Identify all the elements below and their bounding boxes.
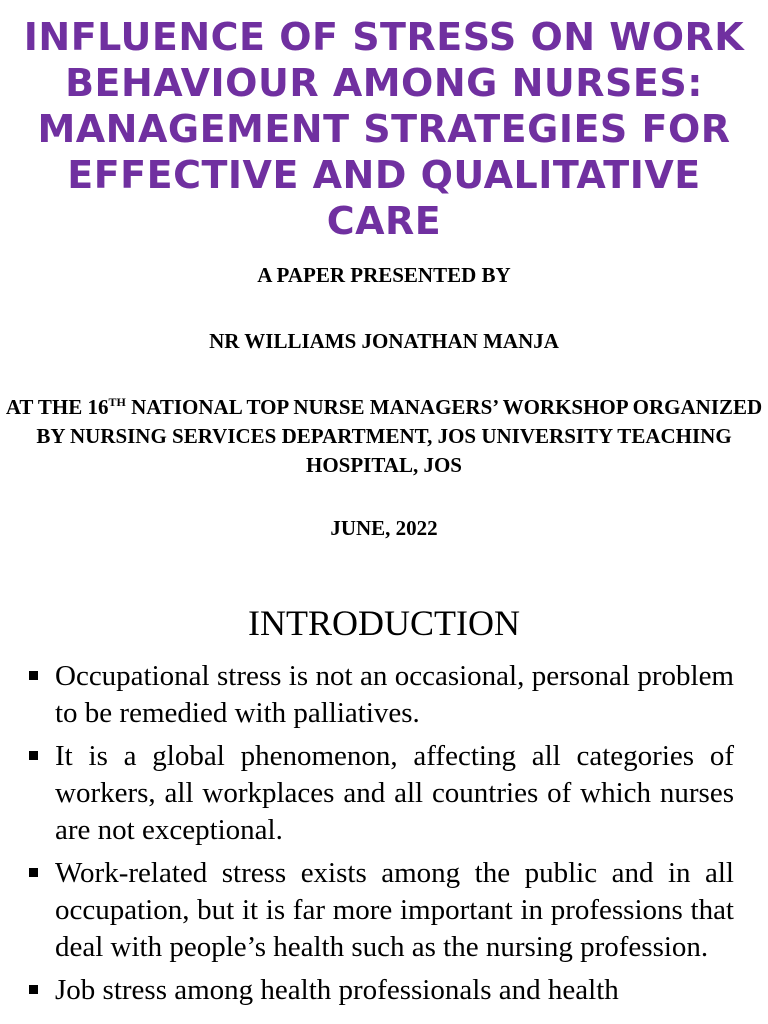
bullet-text: Work-related stress exists among the public and in all occupation, but it is far more important in professions that deal with people’s health such as the nursing profession. (55, 857, 734, 963)
paper-title: INFLUENCE OF STRESS ON WORK BEHAVIOUR AMONG NURSES: MANAGEMENT STRATEGIES FOR EFFECTIVE AND QUALITATIVE CARE (23, 15, 745, 243)
bullet-item (0, 738, 768, 849)
bullet-text: Job stress among health professionals and health (55, 974, 619, 1006)
square-bullet-icon (29, 671, 38, 680)
venue-prefix: AT THE 16 (5, 395, 109, 419)
introduction-heading: INTRODUCTION (248, 603, 520, 643)
venue-rest: NATIONAL TOP NURSE MANAGERS’ WORKSHOP ORGANIZED BY NURSING SERVICES DEPARTMENT, JOS UNIVERSITY TEACHING HOSPITAL, JOS (36, 395, 763, 477)
square-bullet-icon (29, 868, 38, 877)
square-bullet-icon (29, 985, 38, 994)
venue-text (0, 393, 768, 480)
author-name: NR WILLIAMS JONATHAN MANJA (209, 329, 559, 353)
venue-ordinal-suffix: TH (108, 395, 126, 409)
bullet-item (0, 855, 768, 966)
presented-by-line: A PAPER PRESENTED BY (257, 263, 511, 287)
introduction-bullet-list (0, 658, 768, 1015)
bullet-text: It is a global phenomenon, affecting all categories of workers, all workplaces and all countries of which nurses are not exceptional. (55, 740, 734, 846)
square-bullet-icon (29, 751, 38, 760)
bullet-text: Occupational stress is not an occasional, personal problem to be remedied with palliatives. (55, 660, 734, 729)
bullet-item (0, 972, 768, 1009)
presentation-date: JUNE, 2022 (330, 516, 438, 540)
bullet-item (0, 658, 768, 732)
